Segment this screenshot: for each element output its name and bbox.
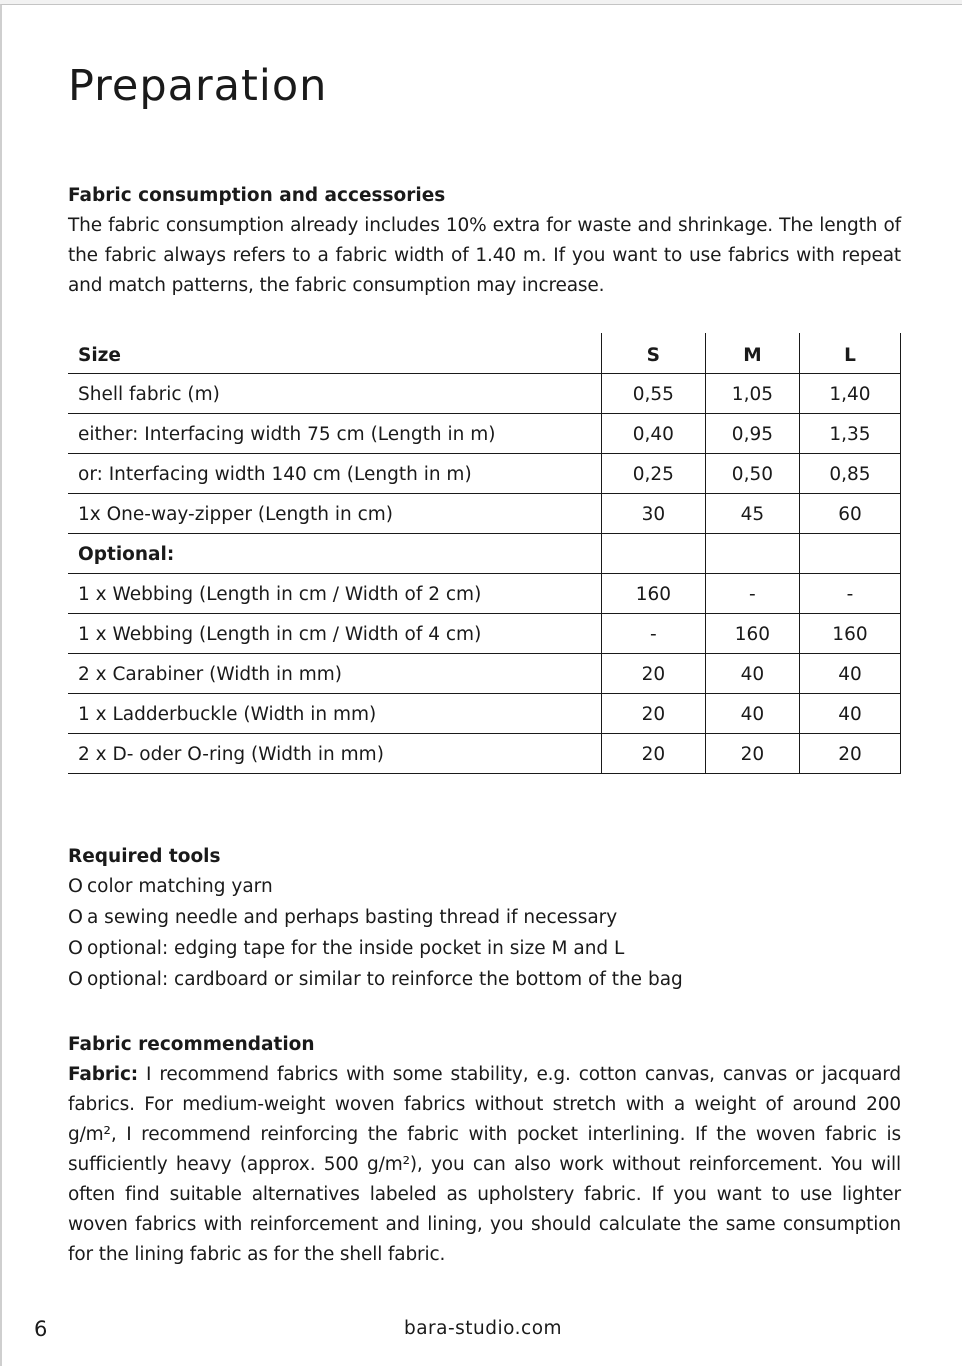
cell-size-m: 0,50 xyxy=(705,453,799,493)
cell-size-l: - xyxy=(799,573,900,613)
row-label: Optional: xyxy=(68,533,601,573)
fabric-consumption-heading: Fabric consumption and accessories xyxy=(68,185,446,206)
fabric-recommendation-body: I recommend fabrics with some stability, e.g. cotton canvas, canvas or jacquard fabrics. For medium-weight woven fabrics without stretch with a weight of around 200 g/m², I recommend reinforcing the fabric with pocket interlining. If the woven fabric is sufficiently heavy (approx. 500 g/m²), you can also work without reinforcement. You will often find suitable alternatives labeled as upholstery fabric. If you want to use lighter woven fabrics with reinforcement and lining, you should calculate the same consumption for the lining fabric as for the shell fabric. xyxy=(68,1064,901,1265)
cell-size-m: 45 xyxy=(705,493,799,533)
page-title: Preparation xyxy=(68,61,328,111)
page-number: 6 xyxy=(34,1317,48,1341)
fabric-recommendation-text xyxy=(68,1060,901,1270)
table-row xyxy=(68,453,901,493)
tool-item-text: optional: edging tape for the inside pocket in size M and L xyxy=(86,938,625,959)
row-label: 1 x Ladderbuckle (Width in mm) xyxy=(68,693,601,733)
required-tools-heading: Required tools xyxy=(68,846,221,867)
circle-bullet-icon: O xyxy=(68,937,83,959)
list-item xyxy=(68,871,683,902)
table-row xyxy=(68,493,901,533)
header-s: S xyxy=(601,333,705,373)
header-m: M xyxy=(705,333,799,373)
table-header-row xyxy=(68,333,901,373)
tool-item-text: optional: cardboard or similar to reinforce the bottom of the bag xyxy=(86,969,683,990)
row-label: or: Interfacing width 140 cm (Length in m) xyxy=(68,453,601,493)
table-row xyxy=(68,373,901,413)
table-row xyxy=(68,573,901,613)
cell-size-m: - xyxy=(705,573,799,613)
document-page xyxy=(0,4,962,1366)
header-l: L xyxy=(799,333,900,373)
cell-size-s: - xyxy=(601,613,705,653)
fabric-recommendation-heading: Fabric recommendation xyxy=(68,1034,315,1055)
cell-size-s: 30 xyxy=(601,493,705,533)
circle-bullet-icon: O xyxy=(68,968,83,990)
fabric-consumption-table xyxy=(68,333,901,774)
circle-bullet-icon: O xyxy=(68,875,83,897)
cell-size-m: 0,95 xyxy=(705,413,799,453)
list-item xyxy=(68,964,683,995)
cell-size-l: 1,35 xyxy=(799,413,900,453)
cell-size-s: 0,40 xyxy=(601,413,705,453)
fabric-lead-label: Fabric: xyxy=(68,1064,139,1085)
cell-size-l xyxy=(799,533,900,573)
table-row xyxy=(68,653,901,693)
required-tools-list xyxy=(68,871,683,995)
row-label: Shell fabric (m) xyxy=(68,373,601,413)
row-label: 2 x D- oder O-ring (Width in mm) xyxy=(68,733,601,773)
table-row xyxy=(68,693,901,733)
cell-size-s: 160 xyxy=(601,573,705,613)
cell-size-s: 20 xyxy=(601,733,705,773)
tool-item-text: color matching yarn xyxy=(86,876,273,897)
row-label: 1x One-way-zipper (Length in cm) xyxy=(68,493,601,533)
cell-size-m: 40 xyxy=(705,693,799,733)
row-label: either: Interfacing width 75 cm (Length in m) xyxy=(68,413,601,453)
table-row xyxy=(68,613,901,653)
header-size: Size xyxy=(68,333,601,373)
cell-size-l: 60 xyxy=(799,493,900,533)
tool-item-text: a sewing needle and perhaps basting thread if necessary xyxy=(86,907,618,928)
cell-size-m: 1,05 xyxy=(705,373,799,413)
circle-bullet-icon: O xyxy=(68,906,83,928)
row-label: 1 x Webbing (Length in cm / Width of 4 cm) xyxy=(68,613,601,653)
row-label: 2 x Carabiner (Width in mm) xyxy=(68,653,601,693)
cell-size-l: 20 xyxy=(799,733,900,773)
list-item xyxy=(68,902,683,933)
row-label: 1 x Webbing (Length in cm / Width of 2 cm) xyxy=(68,573,601,613)
cell-size-s: 0,55 xyxy=(601,373,705,413)
cell-size-s xyxy=(601,533,705,573)
cell-size-l: 40 xyxy=(799,653,900,693)
cell-size-l: 160 xyxy=(799,613,900,653)
footer-website: bara-studio.com xyxy=(403,1318,563,1339)
table-row xyxy=(68,533,901,573)
cell-size-m xyxy=(705,533,799,573)
table-row xyxy=(68,413,901,453)
fabric-consumption-text: The fabric consumption already includes 10% extra for waste and shrinkage. The length of the fabric always refers to a fabric width of 1.40 m. If you want to use fabrics with repeat and match patterns, the fabric consumption may increase. xyxy=(68,215,901,296)
cell-size-s: 20 xyxy=(601,653,705,693)
cell-size-s: 20 xyxy=(601,693,705,733)
cell-size-l: 40 xyxy=(799,693,900,733)
cell-size-l: 1,40 xyxy=(799,373,900,413)
table-row xyxy=(68,733,901,773)
cell-size-l: 0,85 xyxy=(799,453,900,493)
cell-size-m: 20 xyxy=(705,733,799,773)
cell-size-m: 160 xyxy=(705,613,799,653)
cell-size-m: 40 xyxy=(705,653,799,693)
list-item xyxy=(68,933,683,964)
cell-size-s: 0,25 xyxy=(601,453,705,493)
